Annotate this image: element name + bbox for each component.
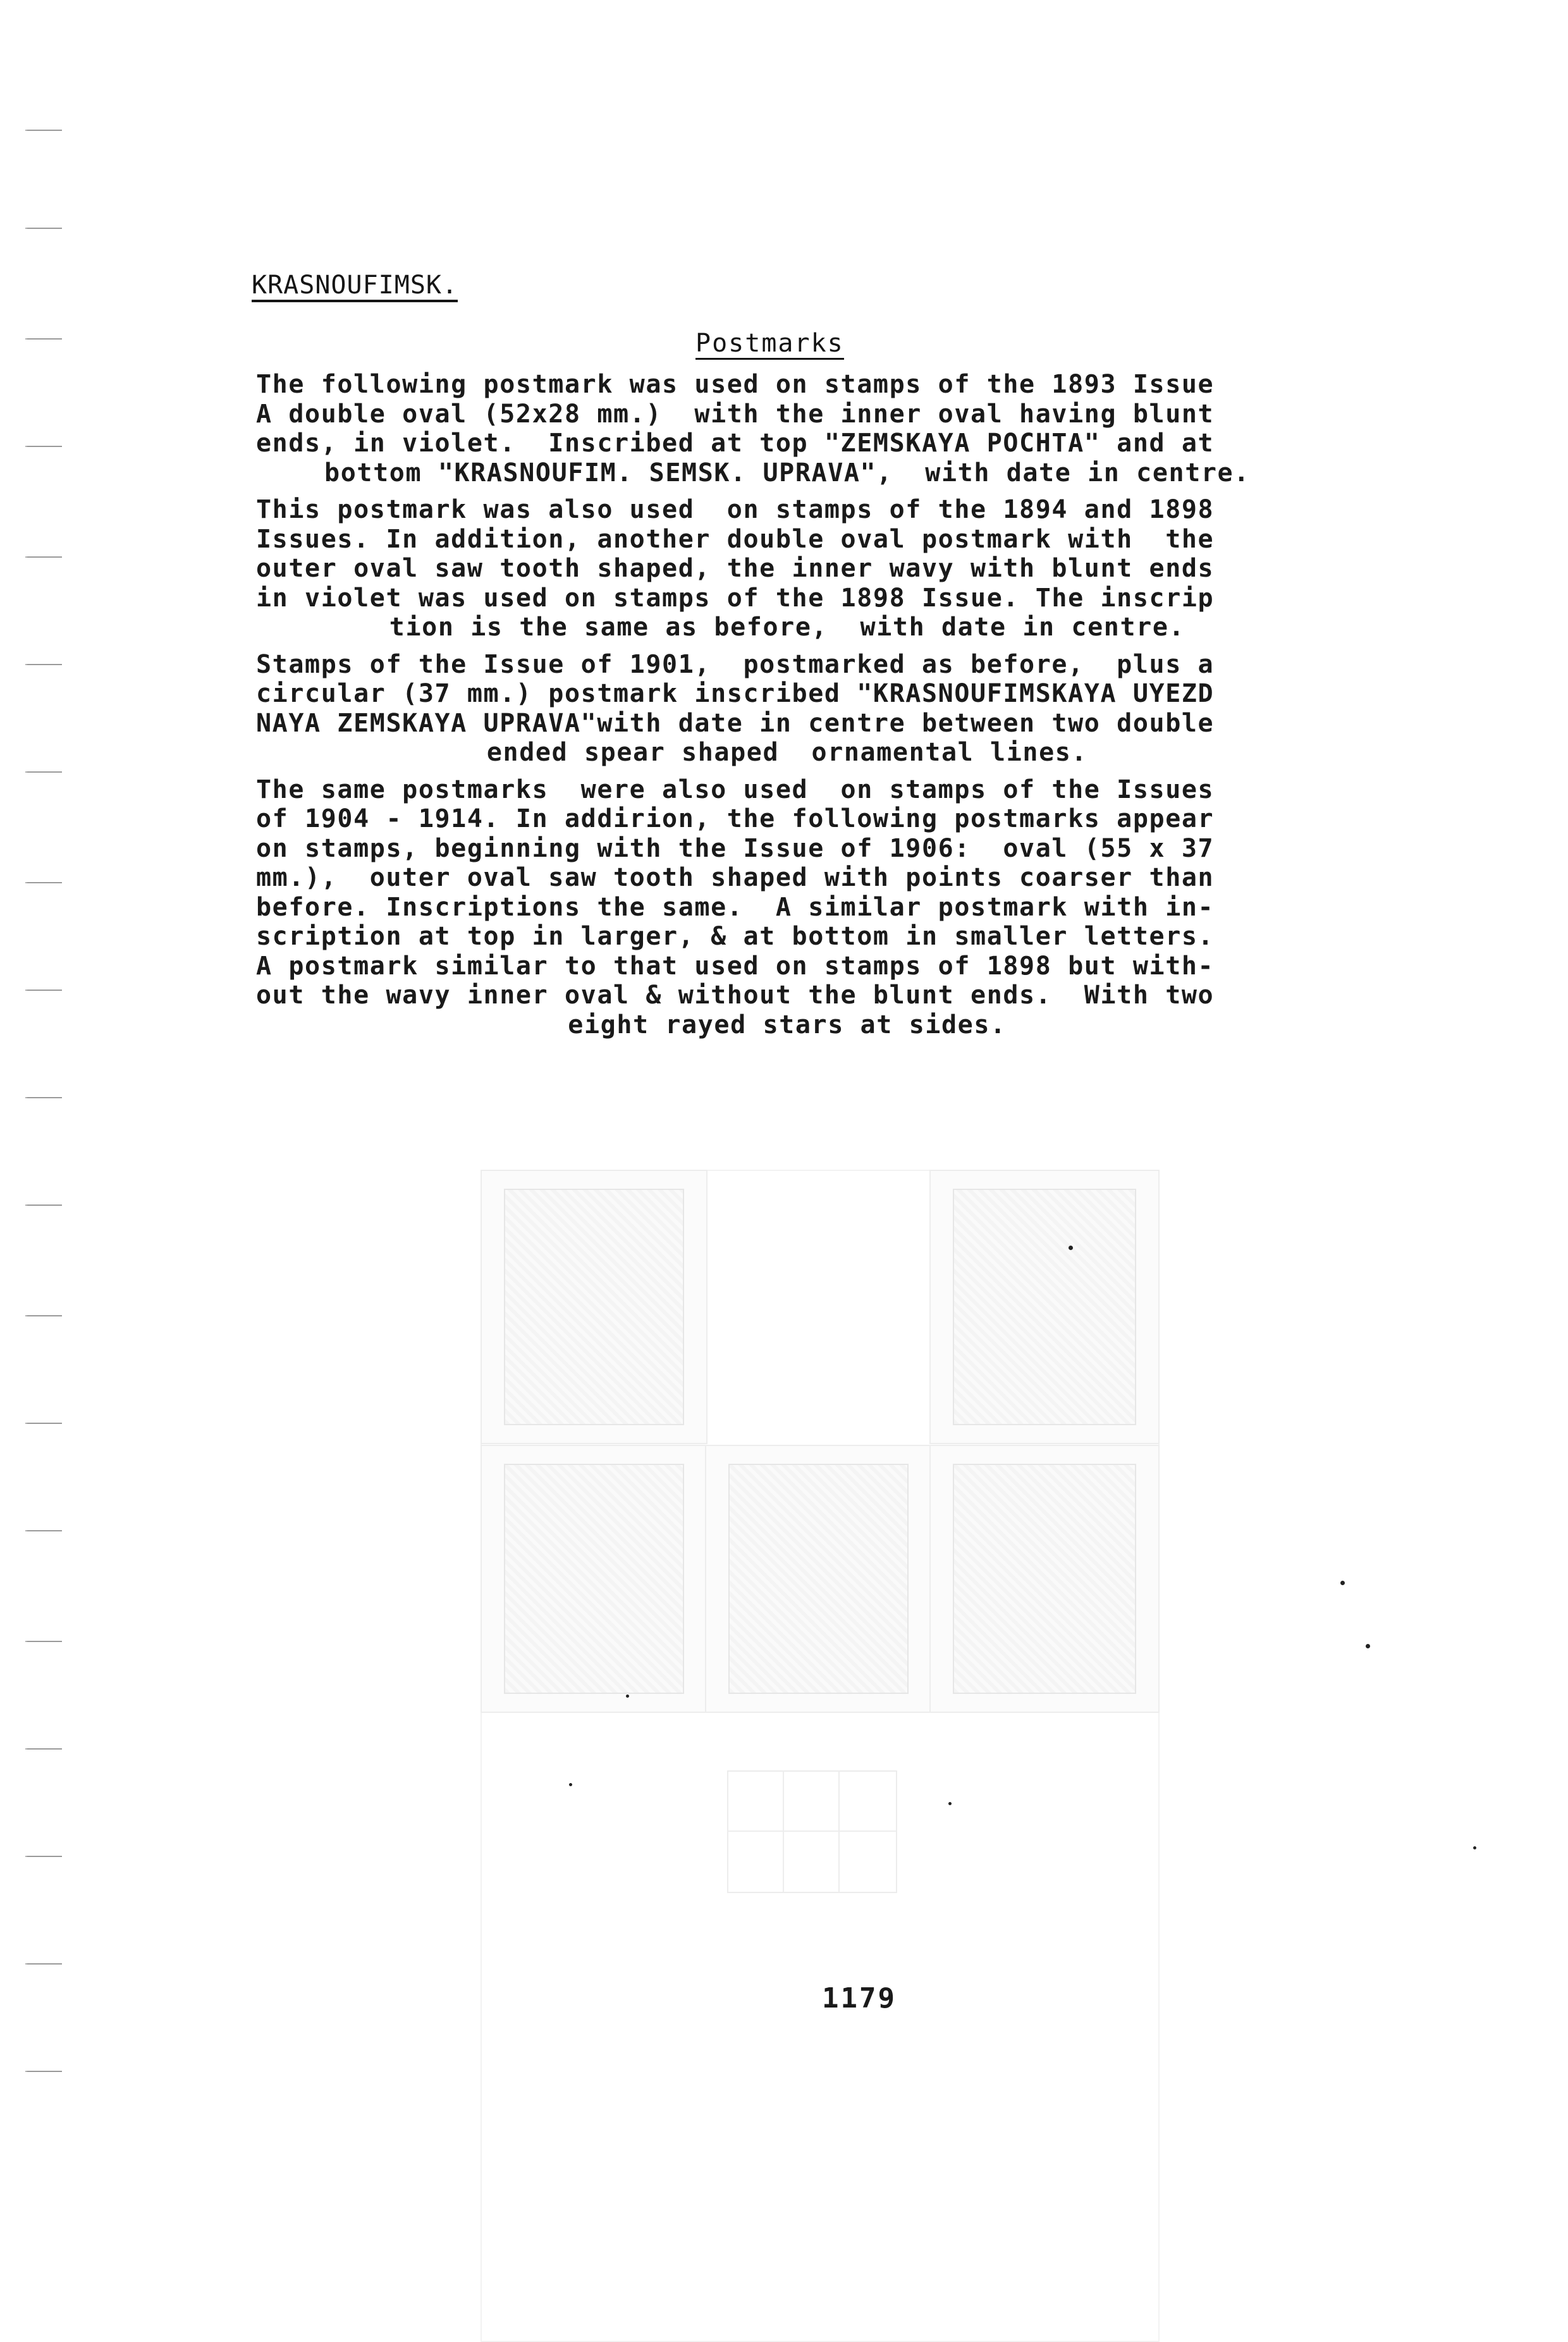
binding-mark: [25, 1530, 62, 1531]
speck: [569, 1783, 572, 1786]
speck: [948, 1802, 952, 1805]
text-line: circular (37 mm.) postmark inscribed "KRASNOUFIMSKAYA UYEZD: [256, 679, 1215, 708]
binding-mark: [25, 1641, 62, 1642]
paragraph: [256, 775, 1318, 1040]
ghost-stamp: [929, 1445, 1160, 1713]
speck: [1340, 1581, 1345, 1585]
text-line: on stamps, beginning with the Issue of 1906: oval (55 x 37: [256, 833, 1215, 863]
binding-mark: [25, 882, 62, 883]
binding-mark: [25, 1748, 62, 1750]
paragraph: [256, 495, 1318, 642]
binding-mark: [25, 1315, 62, 1316]
binding-edge: [0, 0, 70, 2217]
speck: [1069, 1246, 1073, 1250]
text-line: outer oval saw tooth shaped, the inner wavy with blunt ends: [256, 554, 1215, 583]
ghost-grid-line: [727, 1830, 896, 1832]
text-line: before. Inscriptions the same. A similar postmark with in-: [256, 892, 1215, 922]
binding-mark: [25, 446, 62, 447]
binding-mark: [25, 664, 62, 665]
binding-mark: [25, 130, 62, 131]
speck: [626, 1695, 629, 1698]
ghost-stamp: [929, 1170, 1160, 1444]
text-line: A postmark similar to that used on stamps of 1898 but with-: [256, 951, 1215, 981]
ghost-stamp: [481, 1170, 707, 1444]
text-line: in violet was used on stamps of the 1898 Issue. The inscrip: [256, 583, 1215, 613]
text-line: The same postmarks were also used on stamps of the Issues: [256, 775, 1215, 804]
binding-mark: [25, 990, 62, 991]
text-line: Stamps of the Issue of 1901, postmarked as before, plus a: [256, 649, 1215, 679]
text-line: bottom "KRASNOUFIM. SEMSK. UPRAVA", with date in centre.: [324, 458, 1250, 487]
binding-mark: [25, 556, 62, 558]
text-line: This postmark was also used on stamps of the 1894 and 1898: [256, 495, 1215, 524]
text-line: A double oval (52x28 mm.) with the inner oval having blunt: [256, 399, 1215, 429]
paragraph: [256, 370, 1318, 487]
text-line: The following postmark was used on stamps of the 1893 Issue: [256, 370, 1215, 399]
binding-mark: [25, 1856, 62, 1857]
binding-mark: [25, 1423, 62, 1424]
text-line: out the wavy inner oval & without the blunt ends. With two: [256, 981, 1215, 1010]
binding-mark: [25, 1963, 62, 1965]
body-text: [256, 370, 1318, 1047]
text-line: NAYA ZEMSKAYA UPRAVA"with date in centre between two double: [256, 708, 1215, 738]
speck: [1473, 1846, 1476, 1849]
text-line: tion is the same as before, with date in centre.: [389, 613, 1185, 642]
binding-mark: [25, 228, 62, 229]
speck: [1366, 1644, 1370, 1648]
text-line: of 1904 - 1914. In addirion, the following postmarks appear: [256, 804, 1215, 833]
text-line: ended spear shaped ornamental lines.: [486, 738, 1088, 767]
ghost-grid-line: [838, 1770, 840, 1892]
ghost-grid: [727, 1770, 897, 1893]
text-line: ends, in violet. Inscribed at top "ZEMSKAYA POCHTA" and at: [256, 429, 1215, 458]
page-number: 1179: [822, 1982, 897, 2014]
section-title: Postmarks: [695, 329, 844, 360]
binding-mark: [25, 2071, 62, 2072]
ghost-stamp: [481, 1445, 707, 1713]
page-heading: KRASNOUFIMSK.: [252, 271, 458, 302]
binding-mark: [25, 1205, 62, 1206]
text-line: Issues. In addition, another double oval postmark with the: [256, 524, 1215, 554]
ghost-grid-line: [783, 1770, 784, 1892]
binding-mark: [25, 771, 62, 773]
text-line: scription at top in larger, & at bottom in smaller letters.: [256, 922, 1215, 951]
binding-mark: [25, 1097, 62, 1098]
paragraph: [256, 650, 1318, 768]
text-line: mm.), outer oval saw tooth shaped with points coarser than: [256, 863, 1215, 892]
binding-mark: [25, 338, 62, 340]
ghost-stamp: [705, 1445, 932, 1713]
text-line: eight rayed stars at sides.: [568, 1010, 1007, 1039]
